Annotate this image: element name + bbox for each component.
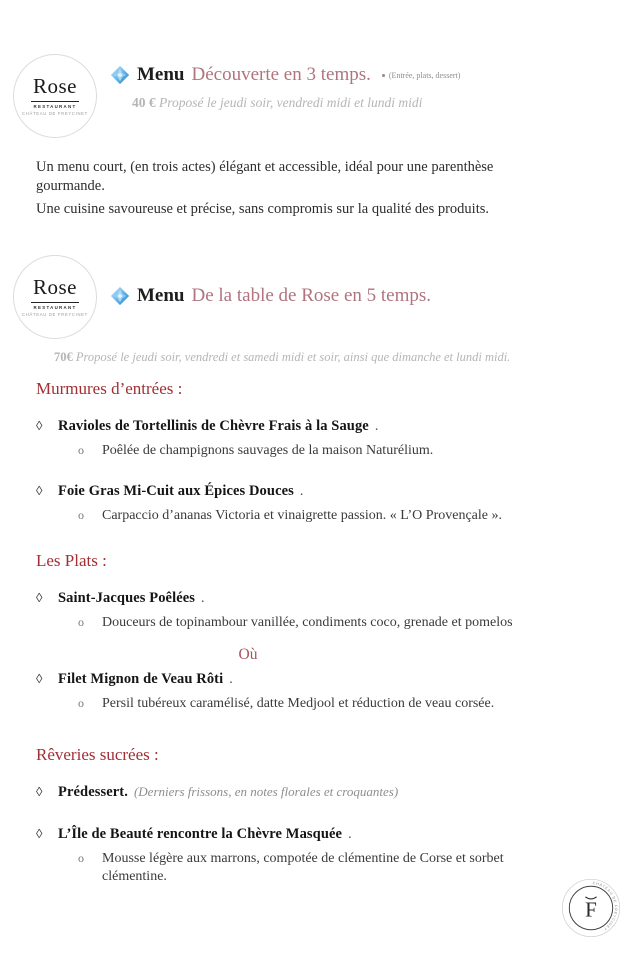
dish-item — [36, 825, 640, 843]
menu-label: Menu — [137, 64, 185, 85]
rose-logo — [13, 54, 97, 138]
dish-sub-item — [36, 507, 640, 525]
diamond-bullet-icon: ◊ — [36, 590, 43, 606]
menu-document — [0, 50, 640, 955]
course-section-plats — [0, 551, 640, 713]
circle-bullet-icon: o — [78, 695, 84, 710]
intro-line-2: gourmande. — [36, 178, 105, 195]
menu-text-column-2 — [110, 251, 640, 307]
diamond-bullet-icon: ◊ — [36, 483, 43, 499]
logo-column — [0, 50, 110, 138]
dish-name: L’Île de Beauté rencontre la Chèvre Masquée — [58, 825, 343, 842]
dish-item — [36, 417, 640, 435]
intro-paragraph — [0, 158, 640, 219]
diamond-bullet-icon: ◊ — [36, 418, 43, 434]
diamond-bullet-icon: ◊ — [36, 825, 43, 841]
circle-bullet-icon: o — [78, 615, 84, 630]
freycinet-stamp-icon — [556, 873, 626, 943]
menu-note-text: (Entrée, plats, dessert) — [388, 70, 461, 80]
course-section-entrees — [0, 379, 640, 525]
dish-name: Saint-Jacques Poêlées — [58, 590, 196, 607]
course-section-desserts — [0, 745, 640, 886]
logo-subtitle-restaurant-2: RESTAURANT — [33, 305, 77, 311]
logo-subtitle-chateau-2: CHÂTEAU DE FREYCINET — [22, 312, 88, 318]
dish-name: Prédessert. — [58, 783, 128, 800]
menu-price: 40 € — [132, 95, 156, 110]
dish-sub-item — [36, 850, 640, 886]
dish-trailing-dot: . — [201, 591, 205, 607]
logo-wordmark-2: Rose — [33, 275, 77, 300]
menu-price-line — [110, 95, 640, 111]
menu-label-2: Menu — [137, 285, 185, 307]
blue-gem-icon — [110, 65, 130, 85]
circle-bullet-icon: o — [78, 850, 84, 865]
dish-trailing-dot: . — [348, 826, 352, 842]
menu-name: Découverte en 3 temps. — [191, 64, 371, 85]
dish-sub-item — [36, 442, 640, 460]
course-divider-ou: Où — [238, 645, 258, 663]
dish-group — [36, 417, 640, 460]
dish-item — [36, 670, 640, 688]
rose-logo-2 — [13, 255, 97, 339]
logo-wordmark: Rose — [33, 74, 77, 98]
menu-title-row — [110, 64, 640, 86]
dish-name: Foie Gras Mi-Cuit aux Épices Douces — [58, 483, 294, 500]
menu-availability-2: Proposé le jeudi soir, vendredi et samedi midi et soir, ainsi que dimanche et lundi midi. — [75, 350, 511, 365]
menu-note — [382, 71, 461, 80]
dish-group — [36, 670, 640, 713]
logo-subtitle-chateau: CHÂTEAU DE FREYCINET — [22, 111, 88, 116]
dish-trailing-dot: . — [299, 484, 304, 500]
intro-line-3: Une cuisine savoureuse et précise, sans compromis sur la qualité des produits. — [36, 200, 490, 217]
dish-name: Ravioles de Tortellinis de Chèvre Frais à la Sauge — [58, 418, 369, 435]
dish-item — [36, 482, 640, 500]
logo-subtitle-restaurant: RESTAURANT — [33, 104, 77, 109]
menu-availability: Proposé le jeudi soir, vendredi midi et lundi midi — [159, 95, 423, 110]
dish-description: Carpaccio d’ananas Victoria et vinaigrette passion. « L’O Provençale ». — [102, 508, 502, 524]
dish-sub-item — [36, 695, 640, 713]
dish-name: Filet Mignon de Veau Rôti — [58, 670, 224, 687]
menu-block-table-de-rose — [0, 251, 640, 339]
circle-bullet-icon: o — [78, 443, 84, 458]
menu-block-decouverte — [0, 50, 640, 138]
dish-group — [36, 825, 640, 886]
menu-price-2: 70€ — [54, 350, 73, 365]
dish-group — [36, 482, 640, 525]
menu-name-2: De la table de Rose en 5 temps. — [191, 285, 432, 307]
course-heading-entrees: Murmures d’entrées : — [36, 379, 183, 399]
circle-bullet-icon: o — [78, 508, 84, 523]
course-heading-plats: Les Plats : — [36, 551, 107, 571]
intro-line-1: Un menu court, (en trois actes) élégant et accessible, idéal pour une parenthèse — [36, 159, 494, 175]
svg-text:CHÂTEAU DE FREYCINET: CHÂTEAU DE FREYCINET — [592, 881, 618, 931]
svg-text:F: F — [585, 897, 597, 922]
diamond-bullet-icon: ◊ — [36, 670, 43, 686]
course-heading-desserts: Rêveries sucrées : — [36, 744, 159, 764]
logo-divider-2 — [31, 302, 79, 303]
logo-divider — [31, 101, 79, 102]
blue-gem-icon — [110, 286, 130, 306]
dish-trailing-dot: . — [229, 671, 233, 687]
menu-title-row-2 — [110, 285, 640, 307]
menu-text-column — [110, 50, 640, 111]
dish-item — [36, 783, 640, 801]
diamond-bullet-icon: ◊ — [36, 783, 43, 799]
dish-description: Poêlée de champignons sauvages de la maison Naturélium. — [102, 443, 434, 459]
dish-item — [36, 589, 640, 607]
dish-italic-note: (Derniers frissons, en notes florales et croquantes) — [133, 783, 399, 799]
dish-sub-item — [36, 614, 640, 632]
dish-description: Mousse légère aux marrons, compotée de clémentine de Corse et sorbet clémentine. — [102, 850, 504, 884]
dish-trailing-dot: . — [374, 419, 379, 435]
dish-description: Persil tubéreux caramélisé, datte Medjool et réduction de veau corsée. — [102, 695, 495, 711]
logo-column-2 — [0, 251, 110, 339]
dish-group — [36, 589, 640, 632]
dish-group — [36, 783, 640, 801]
note-bullet-icon — [382, 74, 385, 77]
menu-price-line-2 — [0, 350, 640, 365]
dish-description: Douceurs de topinambour vanillée, condiments coco, grenade et pomelos — [102, 615, 513, 631]
